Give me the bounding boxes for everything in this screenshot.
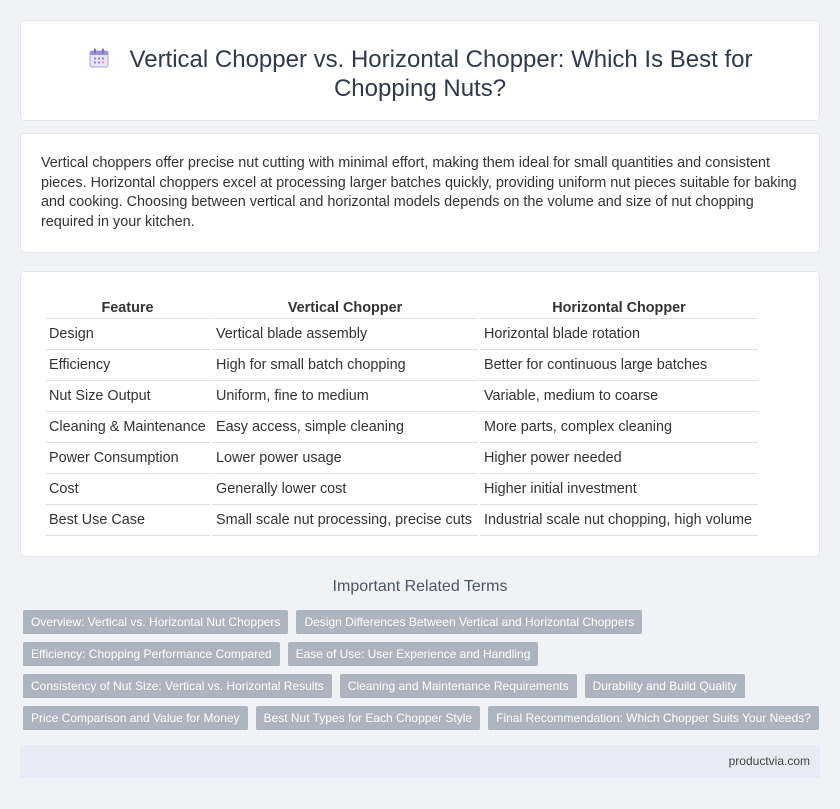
table-row — [45, 381, 758, 412]
related-term-tag[interactable]: Final Recommendation: Which Chopper Suits Your Needs? — [488, 706, 819, 730]
table-cell: Small scale nut processing, precise cuts — [212, 505, 478, 536]
title-card — [20, 20, 820, 121]
comparison-table-card — [20, 271, 820, 557]
table-row — [45, 505, 758, 536]
table-header-row — [45, 295, 758, 319]
summary-card — [20, 133, 820, 253]
page-title: Vertical Chopper vs. Horizontal Chopper: Which Is Best for Chopping Nuts? — [129, 46, 753, 102]
related-term-tag[interactable]: Efficiency: Chopping Performance Compared — [23, 642, 280, 666]
header-vertical: Vertical Chopper — [212, 295, 478, 319]
table-row — [45, 412, 758, 443]
table-cell: Higher power needed — [480, 443, 758, 474]
table-cell: Easy access, simple cleaning — [212, 412, 478, 443]
related-term-tag[interactable]: Best Nut Types for Each Chopper Style — [256, 706, 481, 730]
related-term-tag[interactable]: Design Differences Between Vertical and Horizontal Choppers — [296, 610, 642, 634]
table-cell: Design — [45, 319, 210, 350]
table-cell: More parts, complex cleaning — [480, 412, 758, 443]
related-term-tag[interactable]: Overview: Vertical vs. Horizontal Nut Choppers — [23, 610, 288, 634]
table-cell: Cost — [45, 474, 210, 505]
comparison-table — [43, 295, 760, 536]
table-row — [45, 443, 758, 474]
footer — [20, 745, 820, 778]
related-term-tag[interactable]: Consistency of Nut Size: Vertical vs. Horizontal Results — [23, 674, 332, 698]
table-cell: Vertical blade assembly — [212, 319, 478, 350]
related-term-tag[interactable]: Cleaning and Maintenance Requirements — [340, 674, 577, 698]
header-feature: Feature — [45, 295, 210, 319]
related-term-tag[interactable]: Price Comparison and Value for Money — [23, 706, 248, 730]
table-cell: Higher initial investment — [480, 474, 758, 505]
calendar-icon — [88, 47, 110, 69]
table-cell: Best Use Case — [45, 505, 210, 536]
table-cell: Lower power usage — [212, 443, 478, 474]
related-terms-list — [23, 610, 823, 738]
related-terms-heading: Important Related Terms — [332, 578, 508, 595]
table-cell: Industrial scale nut chopping, high volume — [480, 505, 758, 536]
summary-text: Vertical choppers offer precise nut cutting with minimal effort, making them ideal for small quantities and consistent pieces. Horizontal choppers excel at processing larger batches quickly, providing uniform nut pieces suitable for baking and cooking. Choosing between vertical and horizontal models depends on the volume and size of nut chopping required in your kitchen. — [41, 155, 797, 230]
table-row — [45, 474, 758, 505]
tag-row — [23, 674, 823, 698]
table-cell: Variable, medium to coarse — [480, 381, 758, 412]
table-cell: Generally lower cost — [212, 474, 478, 505]
footer-site-link[interactable]: productvia.com — [728, 754, 810, 768]
related-term-tag[interactable]: Durability and Build Quality — [585, 674, 745, 698]
table-cell: Power Consumption — [45, 443, 210, 474]
table-cell: Nut Size Output — [45, 381, 210, 412]
tag-row — [23, 610, 823, 634]
page-title-row — [21, 45, 819, 103]
table-cell: Uniform, fine to medium — [212, 381, 478, 412]
table-cell: Cleaning & Maintenance — [45, 412, 210, 443]
tag-row — [23, 642, 823, 666]
table-cell: Efficiency — [45, 350, 210, 381]
table-row — [45, 350, 758, 381]
tag-row — [23, 706, 823, 730]
table-cell: High for small batch chopping — [212, 350, 478, 381]
table-cell: Horizontal blade rotation — [480, 319, 758, 350]
header-horizontal: Horizontal Chopper — [480, 295, 758, 319]
table-cell: Better for continuous large batches — [480, 350, 758, 381]
related-term-tag[interactable]: Ease of Use: User Experience and Handling — [288, 642, 539, 666]
table-row — [45, 319, 758, 350]
